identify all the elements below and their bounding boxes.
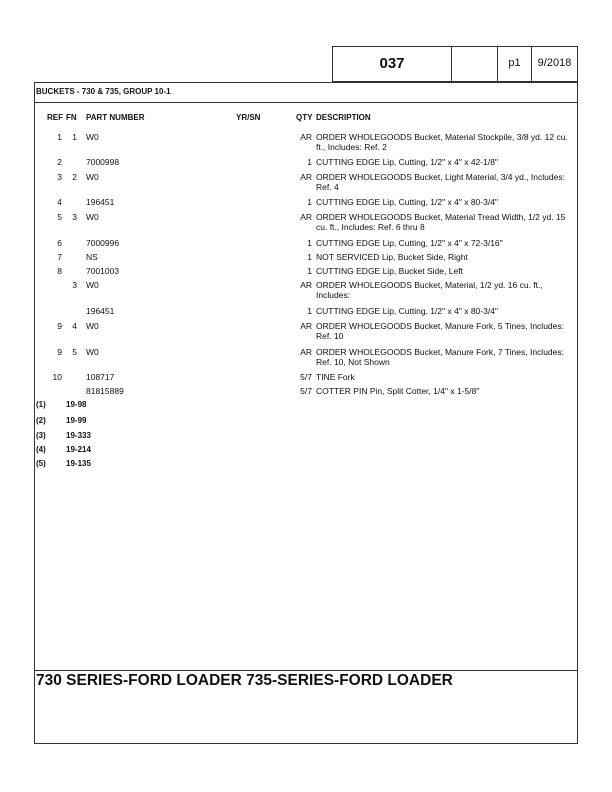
row-qty: 1 (307, 197, 312, 207)
row-part: W0 (86, 132, 99, 142)
row-ref: 3 (57, 172, 62, 182)
row-part: W0 (86, 280, 99, 290)
row-ref: 2 (57, 157, 62, 167)
row-part: W0 (86, 321, 99, 331)
row-desc: TINE Fork (316, 372, 355, 382)
page-label-box (497, 46, 532, 82)
row-ref: 5 (57, 212, 62, 222)
col-yr-sn: YR/SN (236, 113, 261, 122)
row-ref: 4 (57, 197, 62, 207)
row-part: NS (86, 252, 98, 262)
row-ref: 1 (57, 132, 62, 142)
page-code: 037 (379, 55, 405, 72)
row-ref: 10 (52, 372, 62, 382)
row-part: 7001003 (86, 266, 120, 276)
row-desc: CUTTING EDGE Lip, Cutting, 1/2" x 4" x 80-3/4" (316, 197, 498, 207)
footnote-code: 19-99 (66, 416, 87, 425)
row-qty: 1 (307, 306, 312, 316)
row-qty: AR (300, 212, 312, 222)
footnote-code: 19-98 (66, 400, 87, 409)
row-part: 7000996 (86, 238, 120, 248)
row-fn: 1 (72, 132, 77, 142)
page-label: p1 (508, 57, 521, 69)
row-qty: AR (300, 172, 312, 182)
row-part: 108717 (86, 372, 115, 382)
row-desc: ORDER WHOLEGOODS Bucket, Manure Fork, 5 Tines, Includes: Ref. 10 (316, 321, 564, 341)
row-fn: 5 (72, 347, 77, 357)
row-qty: AR (300, 321, 312, 331)
footnote-code: 19-135 (66, 459, 91, 468)
row-desc: CUTTING EDGE Lip, Bucket Side, Left (316, 266, 463, 276)
row-desc: NOT SERVICED Lip, Bucket Side, Right (316, 252, 468, 262)
row-qty: 1 (307, 266, 312, 276)
footer-divider (34, 670, 578, 671)
footnote-num: (3) (36, 431, 46, 440)
row-fn: 2 (72, 172, 77, 182)
row-qty: AR (300, 347, 312, 357)
col-ref: REF (47, 113, 63, 122)
row-desc: COTTER PIN Pin, Split Cotter, 1/4" x 1-5/8" (316, 386, 480, 396)
footnote-num: (2) (36, 416, 46, 425)
footer-title: 730 SERIES-FORD LOADER 735-SERIES-FORD LOADER (36, 672, 453, 689)
row-part: 81815889 (86, 386, 124, 396)
date-box (531, 46, 578, 82)
row-fn: 3 (72, 280, 77, 290)
row-ref: 7 (57, 252, 62, 262)
date: 9/2018 (537, 57, 572, 69)
col-fn: FN (66, 113, 77, 122)
row-part: 196451 (86, 306, 115, 316)
row-desc: ORDER WHOLEGOODS Bucket, Manure Fork, 7 Tines, Includes: Ref. 10, Not Shown (316, 347, 564, 367)
row-qty: AR (300, 132, 312, 142)
row-desc: ORDER WHOLEGOODS Bucket, Material, 1/2 yd. 16 cu. ft., Includes: (316, 280, 543, 300)
row-fn: 3 (72, 212, 77, 222)
row-ref: 8 (57, 266, 62, 276)
row-part: W0 (86, 212, 99, 222)
row-part: 196451 (86, 197, 115, 207)
blank-box (451, 46, 498, 82)
row-desc: CUTTING EDGE Lip, Cutting, 1/2" x 4" x 80-3/4" (316, 306, 498, 316)
col-part-number: PART NUMBER (86, 113, 145, 122)
row-desc: CUTTING EDGE Lip, Cutting, 1/2" x 4" x 42-1/8" (316, 157, 498, 167)
row-ref: 6 (57, 238, 62, 248)
row-ref: 9 (57, 347, 62, 357)
footnote-code: 19-333 (66, 431, 91, 440)
row-desc: CUTTING EDGE Lip, Cutting, 1/2" x 4" x 72-3/16" (316, 238, 503, 248)
group-title: BUCKETS - 730 & 735, GROUP 10-1 (36, 87, 171, 96)
row-qty: 5/7 (300, 372, 312, 382)
row-qty: 5/7 (300, 386, 312, 396)
row-qty: AR (300, 280, 312, 290)
col-qty: QTY (296, 113, 313, 122)
footnote-num: (4) (36, 445, 46, 454)
row-qty: 1 (307, 252, 312, 262)
row-qty: 1 (307, 238, 312, 248)
col-description: DESCRIPTION (316, 113, 371, 122)
row-desc: ORDER WHOLEGOODS Bucket, Material Tread Width, 1/2 yd. 15 cu. ft., Includes: Ref. 6 thru 8 (316, 212, 566, 232)
page-code-box (332, 46, 452, 82)
row-ref: 9 (57, 321, 62, 331)
row-part: W0 (86, 347, 99, 357)
footnote-num: (1) (36, 400, 46, 409)
group-divider (34, 102, 578, 103)
row-desc: ORDER WHOLEGOODS Bucket, Material Stockpile, 3/8 yd. 12 cu. ft., Includes: Ref. 2 (316, 132, 568, 152)
row-part: 7000998 (86, 157, 120, 167)
row-qty: 1 (307, 157, 312, 167)
footnote-num: (5) (36, 459, 46, 468)
row-fn: 4 (72, 321, 77, 331)
row-desc: ORDER WHOLEGOODS Bucket, Light Material, 3/4 yd., Includes: Ref. 4 (316, 172, 565, 192)
row-part: W0 (86, 172, 99, 182)
footnote-code: 19-214 (66, 445, 91, 454)
